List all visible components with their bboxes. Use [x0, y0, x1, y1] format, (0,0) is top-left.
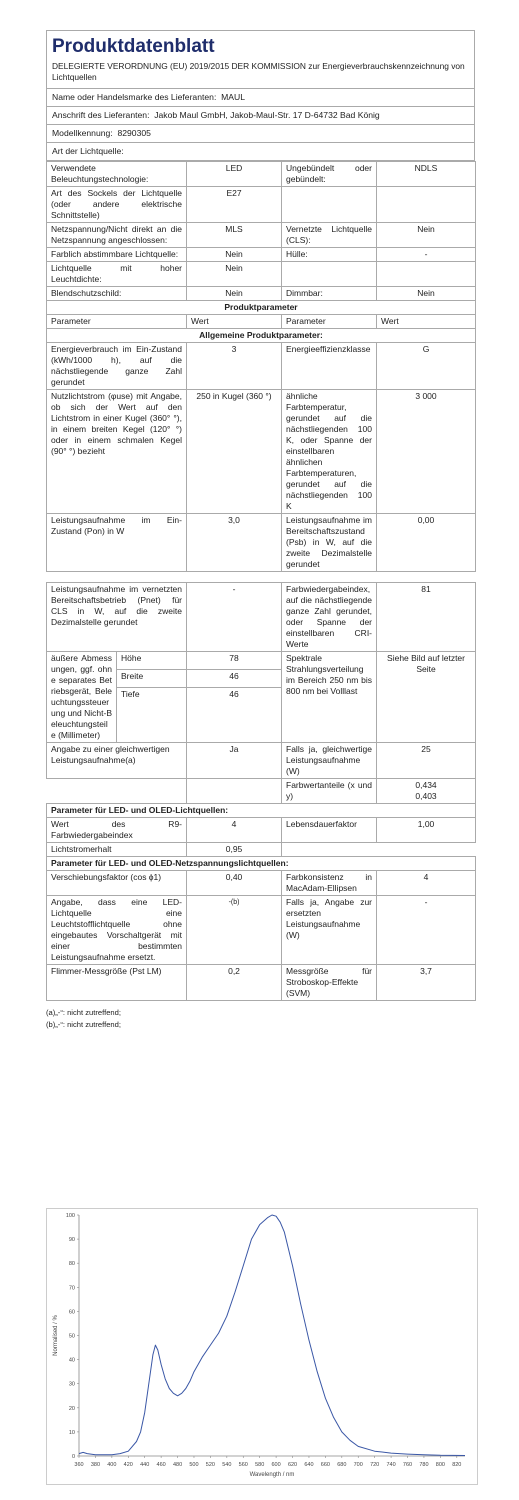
param-label: Nutzlichtstrom (φuse) mit Angabe, ob sich der Wert auf den Lichtstrom in einer Kugel (360° °), in einem breiten Kegel (120° °) oder in einem schmalen Kegel (90° °) bezieht [47, 390, 187, 514]
empty-cell [47, 779, 187, 804]
type-heading: Art der Lichtquelle: [46, 143, 475, 161]
param-label: Wert des R9-Farbwiedergabeindex [47, 818, 187, 843]
x-tick-label: 720 [370, 1462, 380, 1468]
param-label: Energieverbrauch im Ein-Zustand (kWh/1000 h), auf die nächstliegende ganze Zahl gerundet [47, 343, 187, 390]
y-tick-label: 50 [68, 1333, 75, 1340]
general-params-heading: Allgemeine Produktparameter: [47, 329, 476, 343]
param-value: 4 [377, 871, 476, 896]
x-tick-label: 480 [172, 1462, 183, 1468]
model-label: Modellkennung: [52, 128, 113, 138]
param-label: Angabe zu einer gleichwertigen Leistungsaufnahme(a) [47, 743, 187, 779]
spectral-value: Siehe Bild auf letzter Seite [377, 652, 476, 743]
supplier-address-value: Jakob Maul GmbH, Jakob-Maul-Str. 17 D-64732 Bad König [154, 110, 380, 120]
y-tick-label: 80 [68, 1261, 75, 1268]
type-value: MLS [187, 223, 282, 248]
param-value: 0,95 [187, 843, 282, 857]
type-value: Nein [187, 248, 282, 262]
param-value: 25 [377, 743, 476, 779]
param-label: Farbwertanteile (x und y) [282, 779, 377, 804]
x-axis-label: Wavelength / nm [249, 1472, 295, 1478]
type-label: Blendschutzschild: [47, 287, 187, 301]
x-tick-label: 400 [107, 1462, 117, 1468]
type-label: Netzspannung/Nicht direkt an die Netzspannung angeschlossen: [47, 223, 187, 248]
param-label: Lichtstromerhalt [47, 843, 187, 857]
param-value: 4 [187, 818, 282, 843]
table-row [47, 857, 476, 871]
y-tick-label: 30 [68, 1381, 75, 1388]
type-label: Farblich abstimmbare Lichtquelle: [47, 248, 187, 262]
type-value: - [377, 248, 476, 262]
type-value: E27 [187, 187, 282, 223]
x-tick-label: 680 [337, 1462, 347, 1468]
param-label: ähnliche Farbtemperatur, gerundet auf die nächstliegenden 100 K, oder Spanne der einstellbaren ähnlichen Farbtemperaturen, gerundet auf die nächstliegenden 100 K [282, 390, 377, 514]
type-label: Hülle: [282, 248, 377, 262]
table-row [47, 779, 476, 804]
param-label: Messgröße für Stroboskop-Effekte (SVM) [282, 965, 377, 1001]
supplier-name-value: MAUL [221, 92, 245, 102]
supplier-name-label: Name oder Handelsmarke des Lieferanten: [52, 92, 217, 102]
table-row [47, 262, 476, 287]
table-row [47, 248, 476, 262]
param-value: - [187, 583, 282, 652]
table-row [47, 223, 476, 248]
param-value: 3 [187, 343, 282, 390]
param-label: Falls ja, Angabe zur ersetzten Leistungsaufnahme (W) [282, 896, 377, 965]
x-tick-label: 460 [156, 1462, 166, 1468]
table-row [47, 818, 476, 843]
footnote-b: (b)„-“: nicht zutreffend; [46, 1020, 121, 1029]
col-header-value: Wert [377, 315, 476, 329]
param-value: 0,40 [187, 871, 282, 896]
y-tick-label: 90 [68, 1237, 75, 1244]
param-value: 3 000 [377, 390, 476, 514]
mains-params-heading: Parameter für LED- und OLED-Netzspannungslichtquellen: [47, 857, 476, 871]
x-tick-label: 420 [123, 1462, 133, 1468]
param-label: Energieeffizienzklasse [282, 343, 377, 390]
table-row [47, 652, 476, 670]
param-label: Lebensdauerfaktor [282, 818, 377, 843]
type-value: LED [187, 162, 282, 187]
depth-label: Tiefe [117, 688, 187, 743]
x-tick-label: 580 [255, 1462, 265, 1468]
type-value: Nein [187, 262, 282, 287]
empty-cell [282, 187, 377, 223]
x-tick-label: 800 [435, 1462, 445, 1468]
x-tick-label: 540 [222, 1462, 232, 1468]
regulation-text: DELEGIERTE VERORDNUNG (EU) 2019/2015 DER KOMMISSION zur Energieverbrauchskennzeichnung von Lichtquellen [52, 61, 465, 82]
height-label: Höhe [117, 652, 187, 670]
table-row [47, 871, 476, 896]
param-label: Farbwiedergabeindex, auf die nächstliegende ganze Zahl gerundet, oder Spanne der einstellbaren CRI-Werte [282, 583, 377, 652]
empty-cell [377, 187, 476, 223]
supplier-address-row [46, 107, 475, 125]
param-value: 1,00 [377, 818, 476, 843]
y-axis-label: Normalised / % [53, 1315, 59, 1356]
title-box [46, 30, 475, 89]
y-tick-label: 40 [68, 1357, 75, 1364]
y-tick-label: 20 [68, 1405, 75, 1412]
table-row [47, 965, 476, 1001]
table-row [47, 287, 476, 301]
page-title: Produktdatenblatt [52, 36, 215, 57]
table-row [47, 896, 476, 965]
footnote-a: (a)„-“: nicht zutreffend; [46, 1008, 121, 1017]
param-value: 250 in Kugel (360 °) [187, 390, 282, 514]
empty-cell [282, 262, 377, 287]
table-row [47, 301, 476, 315]
x-tick-label: 560 [238, 1462, 248, 1468]
chroma-values [377, 779, 476, 804]
datasheet [46, 30, 475, 1031]
params-table-2 [46, 582, 476, 1001]
param-label: Flimmer-Messgröße (Pst LM) [47, 965, 187, 1001]
table-row [47, 315, 476, 329]
spectrum-chart-svg [47, 1209, 477, 1484]
param-value: 3,7 [377, 965, 476, 1001]
x-tick-label: 380 [90, 1462, 101, 1468]
x-tick-label: 700 [353, 1462, 363, 1468]
y-tick-label: 60 [68, 1309, 75, 1316]
x-tick-label: 760 [402, 1462, 413, 1468]
param-value: 0,2 [187, 965, 282, 1001]
table-row [47, 329, 476, 343]
param-label: Angabe, dass eine LED-Lichtquelle eine Leuchtstofflichtquelle ohne eingebautes Vorschaltgerät mit einer bestimmten Leistungsaufnahme ersetzt. [47, 896, 187, 965]
table-row [47, 343, 476, 390]
empty-cell [187, 779, 282, 804]
product-params-heading: Produktparameter [47, 301, 476, 315]
param-label: Falls ja, gleichwertige Leistungsaufnahme (W) [282, 743, 377, 779]
param-value: 81 [377, 583, 476, 652]
type-value: Nein [187, 287, 282, 301]
x-tick-label: 740 [386, 1462, 396, 1468]
width-label: Breite [117, 670, 187, 688]
type-label: Lichtquelle mit hoher Leuchtdichte: [47, 262, 187, 287]
x-tick-label: 520 [205, 1462, 215, 1468]
type-label: Verwendete Beleuchtungstechnologie: [47, 162, 187, 187]
param-label: Leistungsaufnahme im Ein-Zustand (Pon) in W [47, 514, 187, 572]
param-value: Ja [187, 743, 282, 779]
col-header-param: Parameter [47, 315, 187, 329]
x-tick-label: 600 [271, 1462, 281, 1468]
col-header-param: Parameter [282, 315, 377, 329]
type-label: Ungebündelt oder gebündelt: [282, 162, 377, 187]
table-row [47, 583, 476, 652]
supplier-address-label: Anschrift des Lieferanten: [52, 110, 150, 120]
param-label: Leistungsaufnahme im vernetzten Bereitschaftsbetrieb (Pnet) für CLS in W, auf die zweite Dezimalstelle gerundet [47, 583, 187, 652]
dimensions-label: äußere Abmessungen, ggf. ohne separates Betriebsgerät, Beleuchtungssteuerung und Nicht-Beleuchtungsteile (Millimeter) [47, 652, 117, 743]
y-tick-label: 100 [65, 1213, 75, 1219]
x-tick-label: 440 [140, 1462, 150, 1468]
x-tick-label: 660 [320, 1462, 330, 1468]
width-value: 46 [187, 670, 282, 688]
x-tick-label: 640 [304, 1462, 314, 1468]
chroma-y-value: 0,403 [415, 791, 437, 801]
param-value: 3,0 [187, 514, 282, 572]
type-label: Art des Sockels der Lichtquelle (oder andere elektrische Schnittstelle) [47, 187, 187, 223]
table-row [47, 390, 476, 514]
type-value: Nein [377, 287, 476, 301]
supplier-name-row [46, 89, 475, 107]
x-tick-label: 360 [74, 1462, 84, 1468]
type-value: Nein [377, 223, 476, 248]
height-value: 78 [187, 652, 282, 670]
type-table [46, 161, 476, 572]
type-label: Dimmbar: [282, 287, 377, 301]
param-value: 0,00 [377, 514, 476, 572]
type-label: Vernetzte Lichtquelle (CLS): [282, 223, 377, 248]
y-tick-label: 10 [68, 1429, 75, 1436]
footnotes [46, 1001, 475, 1031]
led-params-heading: Parameter für LED- und OLED-Lichtquellen: [47, 804, 476, 818]
col-header-value: Wert [187, 315, 282, 329]
param-label: Farbkonsistenz in MacAdam-Ellipsen [282, 871, 377, 896]
param-label: Leistungsaufnahme im Bereitschaftszustand (Psb) in W, auf die zweite Dezimalstelle gerundet [282, 514, 377, 572]
depth-value: 46 [187, 688, 282, 743]
param-label: Verschiebungsfaktor (cos ϕ1) [47, 871, 187, 896]
table-row [47, 162, 476, 187]
spectral-label: Spektrale Strahlungsverteilung im Bereich 250 nm bis 800 nm bei Volllast [282, 652, 377, 743]
x-tick-label: 620 [287, 1462, 298, 1468]
table-row [47, 804, 476, 818]
x-tick-label: 500 [189, 1462, 199, 1468]
chroma-x-value: 0,434 [415, 780, 437, 790]
empty-cell [377, 262, 476, 287]
spectrum-chart [46, 1208, 478, 1485]
model-value: 8290305 [117, 128, 151, 138]
table-row [47, 843, 476, 857]
param-value: G [377, 343, 476, 390]
table-row [47, 743, 476, 779]
table-row [47, 514, 476, 572]
y-tick-label: 70 [68, 1285, 75, 1292]
empty-cell [282, 843, 476, 857]
param-value: -(b) [187, 896, 282, 965]
table-row [47, 187, 476, 223]
param-value: - [377, 896, 476, 965]
x-tick-label: 780 [419, 1462, 429, 1468]
spectrum-line [79, 1215, 465, 1456]
model-row [46, 125, 475, 143]
y-tick-label: 0 [71, 1454, 75, 1460]
x-tick-label: 820 [452, 1462, 462, 1468]
type-value: NDLS [377, 162, 476, 187]
